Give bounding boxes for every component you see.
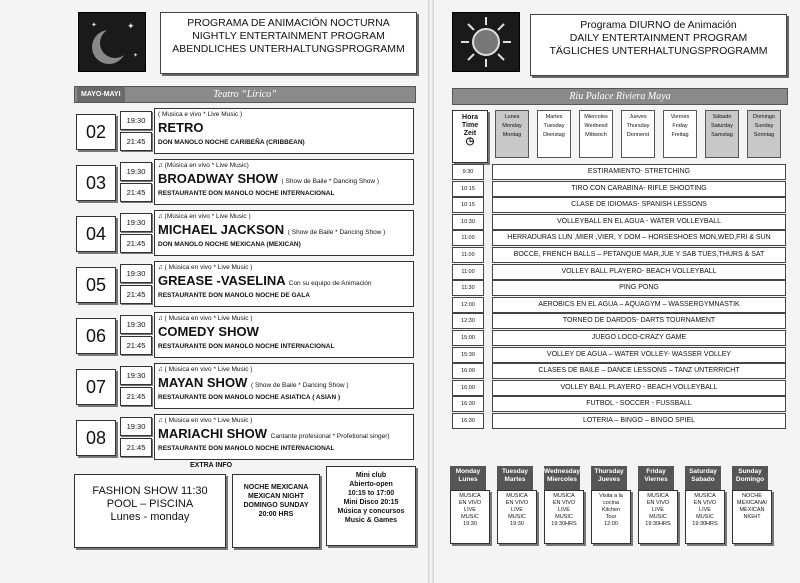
evening-activity-line: MUSIC [649,514,667,520]
day-header-label: Wednesd [584,123,608,129]
evening-activity-line: Visita a la [599,493,623,499]
evening-activity-line: LIVE [511,507,523,513]
dinner-time: 21:45 [120,336,152,355]
activity-name: VOLLEY BALL PLAYERO - BEACH VOLLEYBALL [492,380,786,396]
evening-activity-box [732,490,772,544]
live-music-note: ♫ ( Música en vivo * Live Music ) [158,264,253,271]
evening-activity-line: MUSIC [555,514,573,520]
activity-time: 15:00 [452,330,484,346]
live-music-note: ♫ ( Música en vivo * Live Music ) [158,366,253,373]
day-header-label: Samstag [711,132,733,138]
day-header [663,110,697,158]
day-header-label: Freitag [671,132,689,138]
weekday-header [497,466,533,490]
restaurant-note: RESTAURANTE DON MANOLO NOCHE DE GALA [158,292,310,299]
show-subtitle: Cantante profesional * Profetional singer) [270,433,390,440]
activity-row [452,380,786,395]
show-title [158,222,385,237]
activity-name: JUEGO LOCO-CRAZY GAME [492,330,786,346]
show-title [158,324,259,339]
weekday-en: Saturday [689,468,717,475]
day-header [747,110,781,158]
day-header-label: Saturday [710,123,733,129]
evening-activity-line: MUSICA [506,493,528,499]
activity-time: 16:00 [452,380,484,396]
extra-info-label: EXTRA INFO [190,462,233,469]
moon-logo-icon [78,12,146,72]
day-header [495,110,529,158]
show-name: GREASE -VASELINA [158,273,286,288]
svg-text:✦: ✦ [133,53,139,59]
evening-activity-box [591,490,631,544]
evening-activity-line: MUSICA [647,493,669,499]
evening-activity-line: 19:30HRS [692,521,718,527]
activity-name: AEROBICS EN EL AGUA – AQUAGYM – WASSERGYMNASTIK [492,297,786,313]
day-header-label: Friday [672,123,688,129]
event-box [154,159,414,205]
evening-activity-line: cocina [603,500,619,506]
dinner-time: 21:45 [120,234,152,253]
weekday-header [638,466,674,490]
show-time: 19:30 [120,111,152,130]
daily-title-de: TÄGLICHES UNTERHALTUNGSPROGRAMM [549,45,768,57]
day-header-label: Lunes [504,114,520,120]
schedule-row [74,414,414,460]
activity-time: 16:30 [452,413,484,429]
hotel-title: Riu Palace Riviera Maya [569,91,671,102]
event-box [154,108,414,154]
evening-activity-line: MUSIC [696,514,714,520]
show-name: RETRO [158,120,204,135]
day-header-label: Mittwoch [585,132,607,138]
hora-en: Time [461,122,479,129]
activity-time: 12:00 [452,297,484,313]
daily-title-es: Programa DIURNO de Animación [580,19,737,31]
activity-name: HERRADURAS LUN ,MIER ,VIER, Y DOM – HORSESHOES MON,WED,FRI & SUN [492,230,786,246]
evening-activity-line: EN VIVO [458,500,482,506]
day-header-label: Sonntag [753,132,775,138]
activity-row [452,247,786,262]
show-time: 19:30 [120,162,152,181]
evening-activity-box [497,490,537,544]
activity-name: BOCCE, FRENCH BALLS – PETANQUE MAR,JUE Y SAB TUES,THURS & SAT [492,247,786,263]
fashion-line-1: FASHION SHOW 11:30 [92,485,208,497]
weekday-es: Miercoles [547,476,577,483]
show-name: MAYAN SHOW [158,375,248,390]
evening-activity-line: MUSIC [508,514,526,520]
evening-activity-line: 19:30HRS [645,521,671,527]
activity-row [452,230,786,245]
weekday-en: Tuesday [502,468,528,475]
activity-row [452,347,786,362]
live-music-note: ( Musica e vivo * Live Music ) [158,111,243,118]
mexican-line-1: NOCHE MEXICANA [243,484,309,491]
activity-name: CLASES DE BAILE – DANCE LESSONS – TANZ UNTERRICHT [492,363,786,379]
hora-es: Hora [462,114,478,121]
hora-de: Zeit [463,130,477,137]
evening-activity-line: MUSICA [694,493,716,499]
activity-time: 16:30 [452,396,484,412]
day-header [705,110,739,158]
evening-activity-line: Kitchen [601,507,621,513]
day-header-label: Monday [502,123,522,129]
evening-activity-line: 19:30 [463,521,477,527]
show-time: 19:30 [120,315,152,334]
day-header [537,110,571,158]
activity-row [452,363,786,378]
show-time: 19:30 [120,417,152,436]
show-title [158,426,390,441]
weekday-es: Jueves [597,476,621,483]
weekday-es: Martes [504,476,526,483]
weekday-header [450,466,486,490]
activity-name: CLASE DE IDIOMAS- SPANISH LESSONS [492,197,786,213]
activity-name: VOLLEY BALL PLAYERO- BEACH VOLLEYBALL [492,264,786,280]
show-name: COMEDY SHOW [158,324,259,339]
evening-activity-box [685,490,725,544]
activity-time: 16:00 [452,363,484,379]
live-music-note: ♫ ( Musica en vivo * Live Music ) [158,315,253,322]
day-number: 05 [76,267,116,303]
fashion-show-box [74,474,226,548]
activity-name: LOTERIA – BINGO – BINGO SPIEL [492,413,786,429]
show-title [158,273,372,288]
dinner-time: 21:45 [120,438,152,457]
weekday-header [685,466,721,490]
clock-icon: ◷ [465,136,475,147]
restaurant-note: DON MANOLO NOCHE MEXICANA (MEXICAN) [158,241,301,248]
restaurant-note: RESTAURANTE DON MANOLO NOCHE INTERNACIONAL [158,445,335,452]
nightly-title-en: NIGHTLY ENTERTAINMENT PROGRAM [192,30,385,42]
daily-title-box [530,14,787,76]
show-name: BROADWAY SHOW [158,171,278,186]
weekday-en: Wednesday [544,468,581,475]
evening-activity-line: EN VIVO [693,500,717,506]
show-time: 19:30 [120,264,152,283]
month-label: MAYO-MAYI [77,87,125,102]
theatre-band [74,86,416,103]
evening-activity-line: EN VIVO [646,500,670,506]
day-number: 04 [76,216,116,252]
event-box [154,261,414,307]
theatre-title: Teatro “Lírico” [213,89,277,100]
schedule-row [74,210,414,256]
activity-row [452,297,786,312]
activity-row [452,164,786,179]
evening-activity-line: Tour [605,514,617,520]
show-time: 19:30 [120,366,152,385]
activity-time: 11:00 [452,247,484,263]
miniclub-line-1: Mini club [355,472,387,479]
day-header-label: Thursday [626,123,650,129]
evening-activity-line: LIVE [558,507,570,513]
day-header-label: Domingo [752,114,775,120]
mexican-night-box [232,474,320,548]
hora-header [452,110,488,163]
event-box [154,312,414,358]
miniclub-line-5: Música y concursos [337,508,405,515]
nightly-title-de: ABENDLICHES UNTERHALTUNGSPROGRAMM [172,43,405,55]
activity-name: ESTIRAMIENTO- STRETCHING [492,164,786,180]
schedule-row [74,159,414,205]
dinner-time: 21:45 [120,387,152,406]
schedule-row [74,312,414,358]
weekday-es: Sabado [691,476,715,483]
evening-activity-line: MUSICA [553,493,575,499]
live-music-note: ♫ ( Música en vivo * Live Music ) [158,417,253,424]
day-number: 02 [76,114,116,150]
show-title [158,120,204,135]
mini-club-box [326,466,416,546]
evening-activity-line: 19:30HRS [551,521,577,527]
weekday-header [732,466,768,490]
evening-activity-box [638,490,678,544]
weekday-en: Thursday [594,468,624,475]
weekday-en: Friday [646,468,666,475]
event-box [154,210,414,256]
weekday-header [591,466,627,490]
activity-time: 12:30 [452,313,484,329]
day-header [579,110,613,158]
daily-title-en: DAILY ENTERTAINMENT PROGRAM [569,32,748,44]
schedule-row [74,363,414,409]
day-header-label: Martes [545,114,563,120]
evening-activity-line: MUSICA [459,493,481,499]
svg-text:✦: ✦ [91,22,97,29]
schedule-row [74,261,414,307]
event-box [154,414,414,460]
weekday-en: Monday [455,468,481,475]
evening-activity-line: LIVE [464,507,476,513]
nightly-title-es: PROGRAMA DE ANIMACIÓN NOCTURNA [187,17,390,29]
evening-activity-line: MUSIC [461,514,479,520]
live-music-note: ♫ (Música en vivo * Live Music) [158,162,249,169]
event-box [154,363,414,409]
day-header-label: Viernes [670,114,690,120]
activity-row [452,396,786,411]
day-header-label: Sunday [754,123,774,129]
activity-name: FUTBOL - SOCCER - FUSSBALL [492,396,786,412]
activity-time: 11:00 [452,264,484,280]
activity-row [452,181,786,196]
weekday-es: Domingo [735,476,765,483]
show-time: 19:30 [120,213,152,232]
activity-name: PING PONG [492,280,786,296]
day-header-label: Dienstag [543,132,565,138]
restaurant-note: DON MANOLO NOCHE CARIBEÑA (CRIBBEAN) [158,139,305,146]
svg-text:✦: ✦ [127,21,135,31]
fashion-line-2: POOL – PISCINA [106,498,194,510]
page-fold [428,0,434,583]
activity-name: VOLLEYBALL EN EL AGUA - WATER VOLLEYBALL [492,214,786,230]
miniclub-line-6: Music & Games [344,517,398,524]
evening-activity-line: MEXICAN [739,507,765,513]
day-header-label: Sábado [712,114,732,120]
show-subtitle: ( Show de Baile * Dancing Show ) [287,229,386,236]
day-number: 08 [76,420,116,456]
restaurant-note: RESTAURANTE DON MANOLO NOCHE INTERNACIONAL [158,343,335,350]
activity-row [452,330,786,345]
day-header-label: Tuesday [543,123,565,129]
live-music-note: ♫ (Música en vivo * Live Music ) [158,213,251,220]
mexican-line-2: MEXICAN NIGHT [248,493,304,500]
activity-name: VOLLEY DE AGUA – WATER VOLLEY- WASSER VOLLEY [492,347,786,363]
restaurant-note: RESTAURANTE DON MANOLO NOCHE ASIATICA ( ASIAN ) [158,394,341,401]
weekday-es: Viernes [644,476,668,483]
mexican-line-4: 20:00 HRS [258,511,294,518]
activity-name: TORNEO DE DARDOS- DARTS TOURNAMENT [492,313,786,329]
activity-time: 10:30 [452,214,484,230]
day-header-label: Montag [502,132,522,138]
activity-row [452,280,786,295]
day-header-label: Miercoles [584,114,608,120]
show-name: MARIACHI SHOW [158,426,268,441]
dinner-time: 21:45 [120,183,152,202]
activity-name: TIRO CON CARABINA- RIFLE SHOOTING [492,181,786,197]
evening-activity-box [450,490,490,544]
weekday-header [544,466,580,490]
weekday-en: Sunday [738,468,762,475]
activity-row [452,214,786,229]
dinner-time: 21:45 [120,132,152,151]
day-header-label: Donnerst [626,132,650,138]
show-title [158,375,349,390]
sun-logo-icon [452,12,520,72]
show-subtitle: ( Show de Baile * Dancing Show ) [250,382,349,389]
evening-activity-line: 12:00 [604,521,618,527]
evening-activity-line: NOCHE [742,493,762,499]
nightly-title-box [160,12,417,74]
activity-row [452,197,786,212]
day-header [621,110,655,158]
activity-row [452,413,786,428]
miniclub-line-3: 10:15 to 17:00 [347,490,395,497]
activity-time: 10:15 [452,181,484,197]
evening-activity-line: NIGHT [743,514,761,520]
miniclub-line-2: Abierto-open [349,481,393,488]
activity-row [452,313,786,328]
fashion-line-3: Lunes - monday [110,511,190,523]
day-number: 06 [76,318,116,354]
restaurant-note: RESTAURANTE DON MANOLO NOCHE INTERNACIONAL [158,190,335,197]
dinner-time: 21:45 [120,285,152,304]
schedule-row [74,108,414,154]
show-subtitle: ( Show de Baile * Dancing Show ) [281,178,380,185]
evening-activity-line: EN VIVO [505,500,529,506]
day-number: 03 [76,165,116,201]
miniclub-line-4: Mini Disco 20:15 [343,499,399,506]
evening-activity-line: EN VIVO [552,500,576,506]
activity-time: 11:30 [452,280,484,296]
evening-activity-line: MEXICANA/ [736,500,768,506]
day-number: 07 [76,369,116,405]
evening-activity-box [544,490,584,544]
show-title [158,171,379,186]
activity-row [452,264,786,279]
show-subtitle: Con su equipo de Animación [288,280,372,287]
activity-time: 9:30 [452,164,484,180]
activity-time: 11:00 [452,230,484,246]
evening-activity-line: LIVE [652,507,664,513]
hotel-band [452,88,788,105]
mexican-line-3: DOMINGO SUNDAY [243,502,309,509]
day-header-label: Jueves [629,114,647,120]
show-name: MICHAEL JACKSON [158,222,285,237]
evening-activity-line: LIVE [699,507,711,513]
weekday-es: Lunes [458,476,478,483]
activity-time: 15:30 [452,347,484,363]
activity-time: 10:15 [452,197,484,213]
evening-activity-line: 19:30 [510,521,524,527]
